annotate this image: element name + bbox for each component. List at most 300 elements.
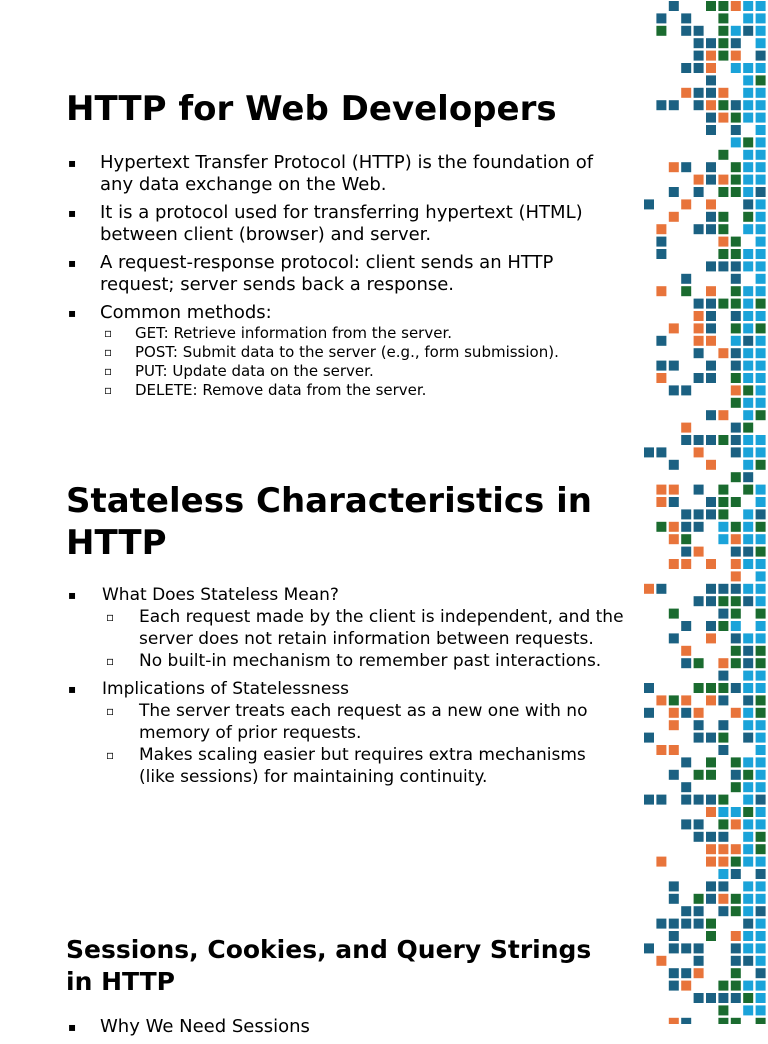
mosaic-square [743,708,753,718]
mosaic-square [694,919,704,929]
mosaic-square [718,869,728,879]
mosaic-square [743,361,753,371]
mosaic-square [656,100,666,110]
mosaic-square [743,695,753,705]
mosaic-square [656,373,666,383]
mosaic-square [706,770,716,780]
mosaic-square [718,1005,728,1015]
mosaic-square [694,720,704,730]
mosaic-square [656,249,666,259]
mosaic-square [743,199,753,209]
mosaic-square [694,447,704,457]
mosaic-square [669,695,679,705]
mosaic-square [743,733,753,743]
mosaic-square [718,497,728,507]
mosaic-square [681,919,691,929]
mosaic-square [756,584,766,594]
mosaic-square [731,782,741,792]
mosaic-square [756,237,766,247]
mosaic-square [756,547,766,557]
mosaic-square [706,919,716,929]
mosaic-square [656,485,666,495]
bullet-item [66,252,626,296]
mosaic-square [731,819,741,829]
sub-bullets [102,606,626,672]
sub-bullet-item [102,650,626,672]
mosaic-square [731,423,741,433]
mosaic-square [681,795,691,805]
mosaic-square [694,311,704,321]
mosaic-square [706,881,716,891]
mosaic-square [718,795,728,805]
mosaic-square [644,795,654,805]
mosaic-square [731,311,741,321]
mosaic-square [756,187,766,197]
mosaic-square [718,299,728,309]
mosaic-square [743,956,753,966]
slide-2-bullets [66,584,626,794]
mosaic-square [669,187,679,197]
mosaic-square [731,633,741,643]
mosaic-square [718,584,728,594]
mosaic-square [656,919,666,929]
mosaic-square [718,212,728,222]
mosaic-square [718,113,728,123]
mosaic-square [743,423,753,433]
mosaic-square [756,88,766,98]
mosaic-square [656,26,666,36]
mosaic-square [669,981,679,991]
mosaic-square [656,336,666,346]
mosaic-square [756,609,766,619]
mosaic-square [743,1005,753,1015]
mosaic-square [718,175,728,185]
mosaic-square [756,249,766,259]
mosaic-square [731,547,741,557]
mosaic-square [756,13,766,23]
mosaic-square [706,88,716,98]
mosaic-square [743,113,753,123]
mosaic-square [656,237,666,247]
mosaic-square [731,100,741,110]
mosaic-square [718,695,728,705]
mosaic-square [681,423,691,433]
mosaic-square [706,162,716,172]
mosaic-square [669,385,679,395]
bullet-icon: ▪ [68,156,77,170]
mosaic-square [756,658,766,668]
sub-bullet-icon: ▫ [104,326,113,340]
mosaic-square [718,187,728,197]
mosaic-square [743,348,753,358]
mosaic-square [694,733,704,743]
mosaic-square [669,212,679,222]
mosaic-square [731,472,741,482]
mosaic-square [706,683,716,693]
mosaic-square [706,559,716,569]
mosaic-square [756,51,766,61]
mosaic-square [694,26,704,36]
mosaic-square [706,497,716,507]
sub-bullet-icon: ▫ [104,383,113,397]
mosaic-square [669,162,679,172]
mosaic-square [718,348,728,358]
slide-3-bullets [66,1016,626,1044]
mosaic-square [706,336,716,346]
mosaic-square [694,658,704,668]
mosaic-square [669,770,679,780]
mosaic-square [756,361,766,371]
mosaic-square [731,559,741,569]
mosaic-square [669,485,679,495]
mosaic-square [743,1,753,11]
mosaic-square [756,782,766,792]
mosaic-square [718,522,728,532]
mosaic-square [731,125,741,135]
mosaic-square [731,807,741,817]
mosaic-square [756,38,766,48]
mosaic-square [756,534,766,544]
mosaic-square [681,509,691,519]
bullet-icon: ▪ [68,682,77,696]
mosaic-square [756,261,766,271]
mosaic-square [756,881,766,891]
mosaic-square [731,571,741,581]
mosaic-square [743,509,753,519]
mosaic-square [743,485,753,495]
mosaic-square [694,435,704,445]
mosaic-square [669,522,679,532]
mosaic-square [706,509,716,519]
mosaic-square [669,361,679,371]
mosaic-square [669,323,679,333]
mosaic-square [731,113,741,123]
mosaic-square [731,906,741,916]
mosaic-square [743,807,753,817]
mosaic-square [731,993,741,1003]
mosaic-square [731,373,741,383]
mosaic-square [743,881,753,891]
mosaic-square [718,720,728,730]
mosaic-square [743,26,753,36]
mosaic-square [731,534,741,544]
mosaic-square [731,274,741,284]
mosaic-square [756,373,766,383]
mosaic-square [731,137,741,147]
mosaic-square [731,261,741,271]
mosaic-square [694,224,704,234]
mosaic-square [743,13,753,23]
mosaic-square [756,100,766,110]
sub-bullet-text: No built-in mechanism to remember past interactions. [139,651,602,671]
mosaic-square [706,844,716,854]
mosaic-square [756,745,766,755]
sub-bullet-icon: ▫ [106,748,115,762]
mosaic-square [743,100,753,110]
mosaic-square [756,1018,766,1024]
mosaic-square [756,708,766,718]
mosaic-square [731,348,741,358]
sub-bullet-item [102,744,626,788]
mosaic-square [706,931,716,941]
mosaic-square [706,113,716,123]
mosaic-square [669,497,679,507]
mosaic-square [756,993,766,1003]
mosaic-square [669,968,679,978]
slide-2-title: Stateless Characteristics in HTTP [66,481,592,563]
mosaic-square [731,435,741,445]
mosaic-square [694,63,704,73]
mosaic-square [756,509,766,519]
mosaic-square [656,447,666,457]
mosaic-square [681,621,691,631]
mosaic-square [669,708,679,718]
mosaic-square [743,981,753,991]
mosaic-square [756,398,766,408]
mosaic-square [694,299,704,309]
mosaic-square [743,584,753,594]
mosaic-squares-icon [644,0,768,1024]
mosaic-square [743,646,753,656]
mosaic-square [718,13,728,23]
mosaic-square [743,832,753,842]
mosaic-square [743,323,753,333]
mosaic-square [681,757,691,767]
mosaic-square [731,646,741,656]
mosaic-square [718,832,728,842]
mosaic-square [743,757,753,767]
mosaic-square [756,1005,766,1015]
bullet-item [66,302,626,400]
mosaic-square [756,819,766,829]
mosaic-square [731,683,741,693]
mosaic-square [718,509,728,519]
bullet-item [66,584,626,672]
sub-bullet-item [100,362,626,381]
mosaic-square [718,485,728,495]
mosaic-square [756,311,766,321]
mosaic-square [681,385,691,395]
mosaic-square [756,435,766,445]
bullet-icon: ▪ [68,306,77,320]
mosaic-square [731,708,741,718]
mosaic-square [694,832,704,842]
mosaic-square [718,38,728,48]
bullet-text: Why We Need Sessions [100,1016,310,1037]
mosaic-square [731,584,741,594]
slide-1-title: HTTP for Web Developers [66,89,557,129]
mosaic-square [656,497,666,507]
mosaic-square [718,733,728,743]
mosaic-square [756,485,766,495]
mosaic-square [756,571,766,581]
mosaic-square [731,237,741,247]
mosaic-square [706,286,716,296]
sub-bullet-text: PUT: Update data on the server. [135,362,374,380]
mosaic-square [706,175,716,185]
mosaic-square [731,658,741,668]
mosaic-square [731,956,741,966]
mosaic-square [743,857,753,867]
mosaic-square [656,13,666,23]
mosaic-square [681,534,691,544]
sub-bullet-item [102,606,626,650]
mosaic-square [756,795,766,805]
mosaic-square [756,1,766,11]
sub-bullet-item [100,381,626,400]
sub-bullet-icon: ▫ [104,345,113,359]
mosaic-square [756,931,766,941]
mosaic-square [706,51,716,61]
mosaic-square [743,261,753,271]
mosaic-square [743,224,753,234]
mosaic-square [681,708,691,718]
mosaic-square [756,906,766,916]
mosaic-square [718,261,728,271]
mosaic-square [718,671,728,681]
mosaic-square [694,187,704,197]
mosaic-square [718,981,728,991]
mosaic-square [706,993,716,1003]
mosaic-square [743,88,753,98]
mosaic-square [681,199,691,209]
mosaic-square [681,547,691,557]
mosaic-square [743,187,753,197]
mosaic-square [743,299,753,309]
mosaic-square [731,336,741,346]
mosaic-square [718,658,728,668]
mosaic-square [718,88,728,98]
mosaic-square [681,819,691,829]
mosaic-square [681,906,691,916]
mosaic-square [743,534,753,544]
mosaic-square [743,658,753,668]
bullet-item [66,152,626,196]
mosaic-square [694,993,704,1003]
mosaic-square [756,410,766,420]
mosaic-square [681,522,691,532]
bullet-text: It is a protocol used for transferring hypertext (HTML) between client (browser) and server. [100,202,583,245]
mosaic-square [718,26,728,36]
mosaic-square [706,857,716,867]
mosaic-square [756,447,766,457]
mosaic-square [681,981,691,991]
mosaic-square [743,410,753,420]
mosaic-square [743,311,753,321]
mosaic-square [731,51,741,61]
mosaic-square [669,894,679,904]
sub-bullet-text: DELETE: Remove data from the server. [135,381,427,399]
mosaic-square [694,336,704,346]
mosaic-square [731,609,741,619]
mosaic-square [706,212,716,222]
mosaic-square [706,832,716,842]
mosaic-square [694,547,704,557]
mosaic-square [743,931,753,941]
mosaic-square [694,943,704,953]
mosaic-square [706,299,716,309]
bullet-text: Implications of Statelessness [102,679,350,699]
mosaic-square [756,299,766,309]
mosaic-square [656,522,666,532]
mosaic-square [756,894,766,904]
mosaic-square [718,894,728,904]
mosaic-square [731,943,741,953]
sub-bullet-text: The server treats each request as a new one with no memory of prior requests. [139,701,588,743]
mosaic-square [706,633,716,643]
mosaic-square [718,534,728,544]
mosaic-square [644,733,654,743]
mosaic-square [669,881,679,891]
mosaic-square [694,956,704,966]
mosaic-square [718,745,728,755]
mosaic-square [731,286,741,296]
mosaic-square [731,38,741,48]
mosaic-square [731,162,741,172]
mosaic-square [756,943,766,953]
mosaic-square [694,819,704,829]
mosaic-square [743,906,753,916]
mosaic-square [718,596,728,606]
mosaic-square [681,968,691,978]
mosaic-square [756,596,766,606]
mosaic-square [756,646,766,656]
mosaic-square [669,559,679,569]
mosaic-square [706,435,716,445]
mosaic-square [669,1,679,11]
mosaic-square [731,175,741,185]
mosaic-square [731,1,741,11]
mosaic-square [656,286,666,296]
mosaic-square [694,968,704,978]
mosaic-square [743,720,753,730]
mosaic-square [681,162,691,172]
mosaic-square [718,224,728,234]
mosaic-square [669,609,679,619]
mosaic-square [743,795,753,805]
mosaic-square [718,993,728,1003]
mosaic-square [718,237,728,247]
mosaic-square [731,63,741,73]
mosaic-square [644,683,654,693]
mosaic-square [756,497,766,507]
mosaic-square [694,683,704,693]
mosaic-square [694,348,704,358]
mosaic-square [731,398,741,408]
mosaic-square [669,720,679,730]
mosaic-square [694,708,704,718]
sub-bullet-text: Each request made by the client is independent, and the server does not retain information between requests. [139,607,624,649]
mosaic-square [694,88,704,98]
mosaic-square [669,100,679,110]
mosaic-square [743,894,753,904]
mosaic-square [756,633,766,643]
mosaic-square [656,956,666,966]
mosaic-square [681,559,691,569]
mosaic-square [731,931,741,941]
mosaic-square [706,410,716,420]
mosaic-square [756,981,766,991]
mosaic-square [743,336,753,346]
mosaic-square [669,931,679,941]
mosaic-square [743,633,753,643]
mosaic-square [731,621,741,631]
mosaic-square [706,261,716,271]
mosaic-square [706,38,716,48]
mosaic-square [706,100,716,110]
mosaic-square [694,100,704,110]
bullet-icon: ▪ [68,1020,77,1034]
